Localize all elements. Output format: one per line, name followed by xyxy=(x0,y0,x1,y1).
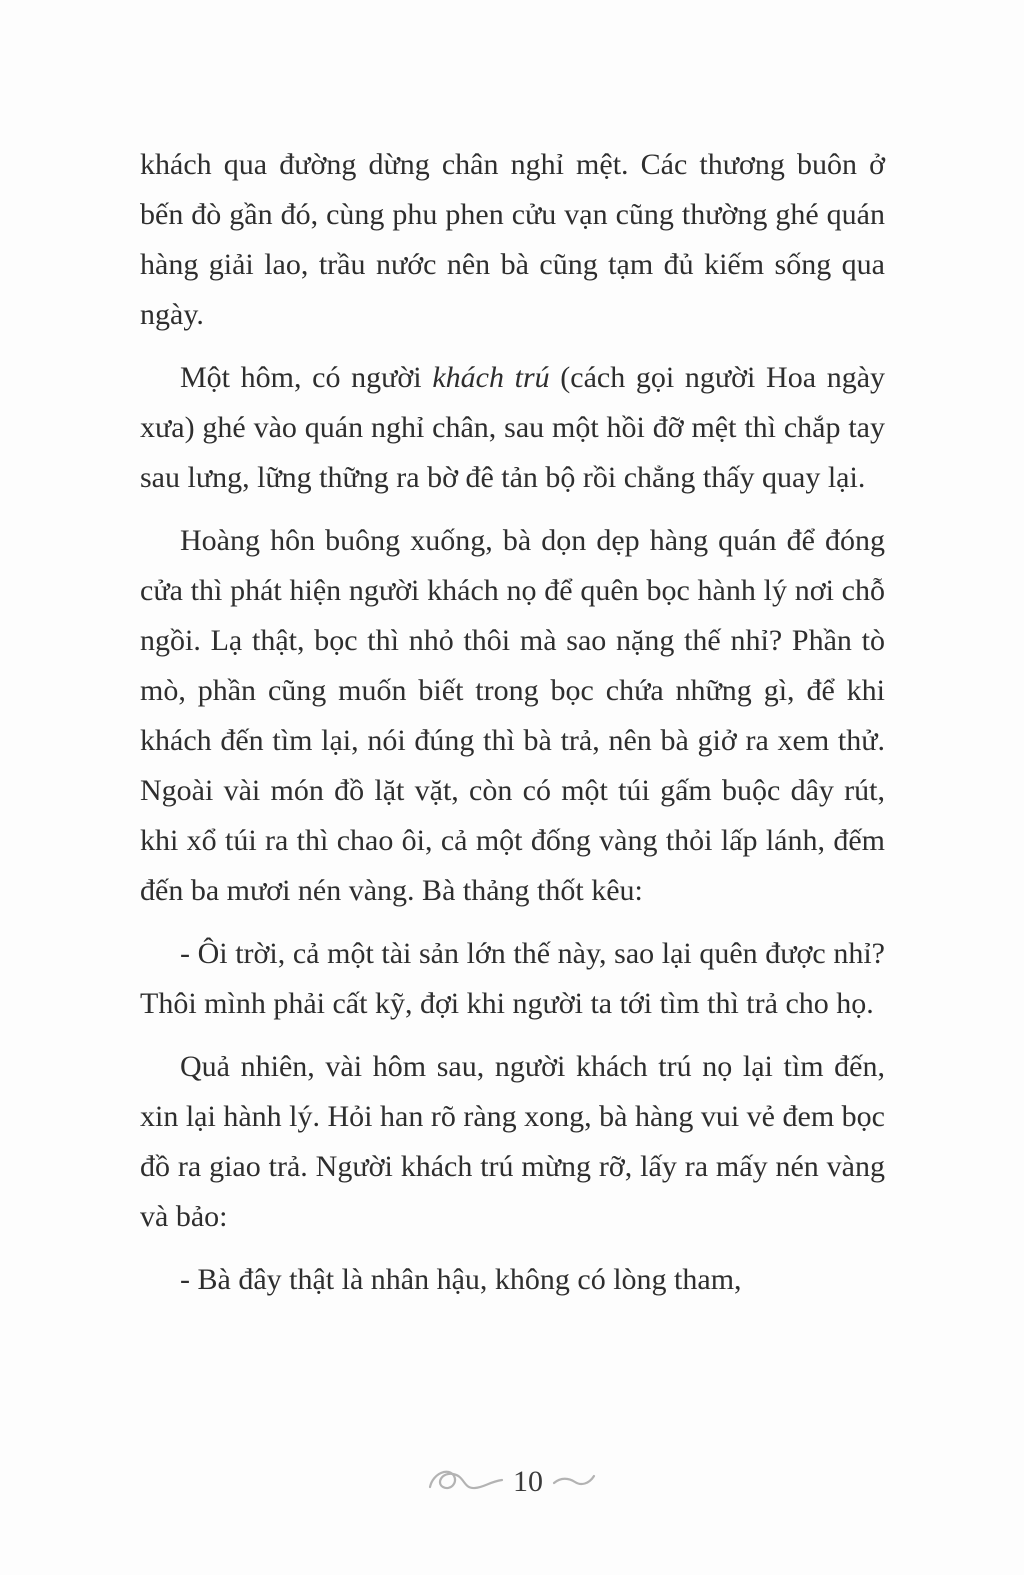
paragraph xyxy=(140,1042,885,1242)
text-block xyxy=(140,140,885,1318)
text-segment: khách qua đường dừng chân nghỉ mệt. Các thương buôn ở bến đò gần đó, cùng phu phen cửu vạn cũng thường ghé quán hàng giải lao, trầu nước nên bà cũng tạm đủ kiếm sống qua ngày. xyxy=(140,148,885,331)
flourish-right-icon xyxy=(551,1469,597,1495)
text-segment: - Bà đây thật là nhân hậu, không có lòng tham, xyxy=(180,1263,742,1296)
text-segment: Hoàng hôn buông xuống, bà dọn dẹp hàng quán để đóng cửa thì phát hiện người khách nọ để quên bọc hành lý nơi chỗ ngồi. Lạ thật, bọc thì nhỏ thôi mà sao nặng thế nhỉ? Phần tò mò, phần cũng muốn biết trong bọc chứa những gì, để khi khách đến tìm lại, nói đúng thì bà trả, nên bà giở ra xem thử. Ngoài vài món đồ lặt vặt, còn có một túi gấm buộc dây rút, khi xổ túi ra thì chao ôi, cả một đống vàng thỏi lấp lánh, đếm đến ba mươi nén vàng. Bà thảng thốt kêu: xyxy=(140,524,885,907)
flourish-left-icon xyxy=(427,1465,505,1499)
text-segment-italic: khách trú xyxy=(432,361,550,394)
text-segment: Quả nhiên, vài hôm sau, người khách trú nọ lại tìm đến, xin lại hành lý. Hỏi han rõ ràng xong, bà hàng vui vẻ đem bọc đồ ra giao trả. Người khách trú mừng rỡ, lấy ra mấy nén vàng và bảo: xyxy=(140,1050,885,1233)
paragraph xyxy=(140,929,885,1029)
page-footer xyxy=(0,1462,1024,1502)
paragraph xyxy=(140,1255,885,1305)
page-number: 10 xyxy=(513,1465,543,1498)
text-segment: Một hôm, có người xyxy=(180,361,433,394)
text-segment: (cách gọi người Hoa ngày xưa) ghé vào quán nghỉ chân, sau một hồi đỡ mệt thì chắp tay sau lưng, lững thững ra bờ đê tản bộ rồi chẳng thấy quay lại. xyxy=(140,361,886,494)
paragraph xyxy=(140,140,885,340)
text-segment: - Ôi trời, cả một tài sản lớn thế này, sao lại quên được nhỉ? Thôi mình phải cất kỹ, đợi khi người ta tới tìm thì trả cho họ. xyxy=(140,937,885,1020)
paragraph xyxy=(140,516,885,916)
paragraph xyxy=(140,353,885,503)
